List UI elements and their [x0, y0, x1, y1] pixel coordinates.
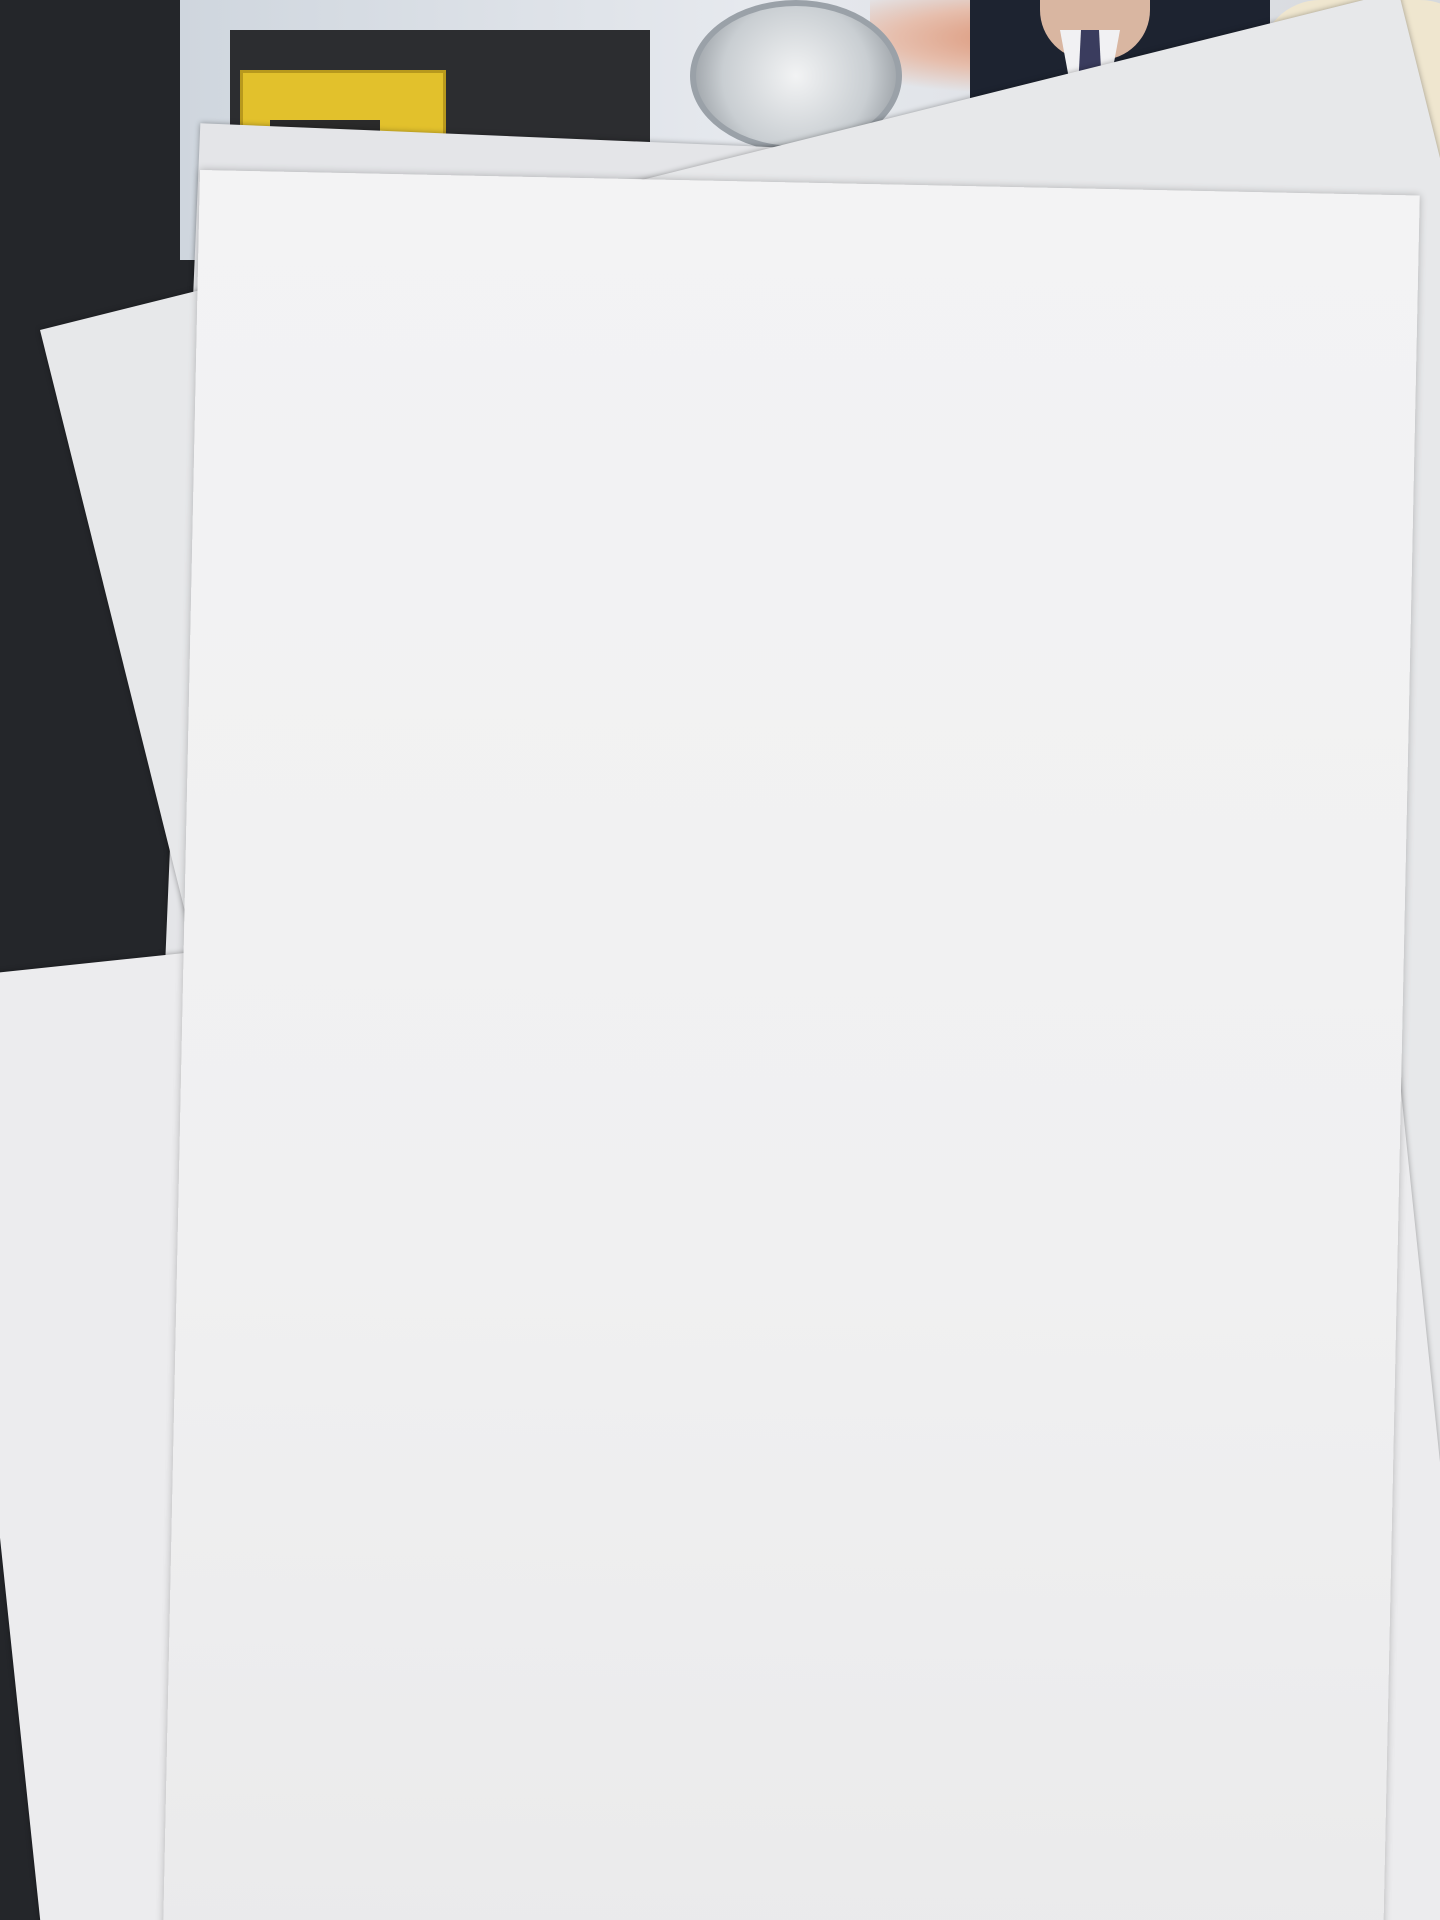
- document-content: [232, 211, 1392, 269]
- question-group-equipment: [232, 245, 1392, 269]
- question-code: [233, 237, 1393, 261]
- section-heading: [232, 245, 1392, 269]
- answer-list-continued: [233, 211, 1393, 235]
- document-page: [162, 170, 1419, 1920]
- question-group-welders: [232, 245, 1392, 269]
